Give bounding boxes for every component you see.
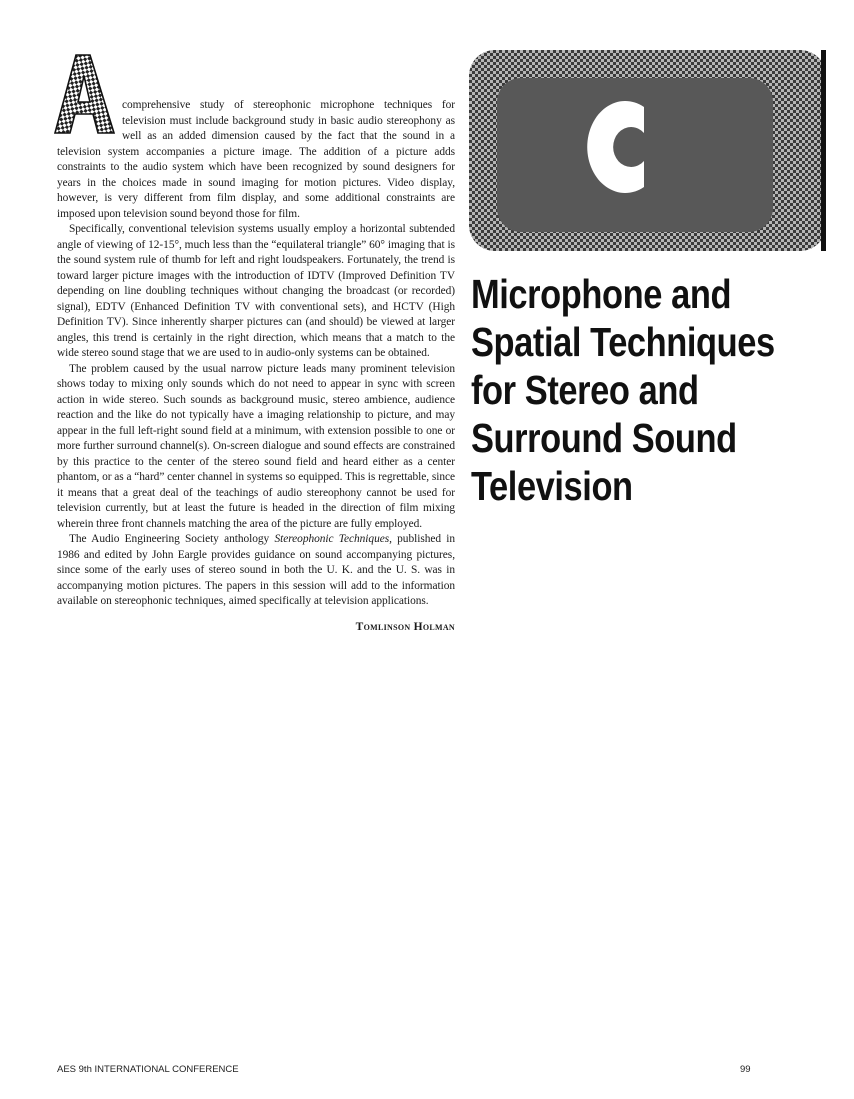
title-line-2: Spatial Techniques [471,319,775,365]
dropcap-a-icon [54,54,116,134]
title-line-3: for Stereo and [471,367,699,413]
footer-conference: AES 9th INTERNATIONAL CONFERENCE [57,1064,239,1075]
session-title [471,270,775,510]
session-letter [826,50,827,51]
paragraph-4-rest: published in 1986 and edited by John Eargle provides guidance on sound accompanying pictures, since some of the early uses of stereo sound in both the U. K. and the U. S. was in accompanying motion pictures. The papers in this session will add to the information available on stereophonic techniques, aimed specifically at television applications. [57,533,456,607]
title-line-1: Microphone and [471,271,732,317]
paragraph-4-lead: The Audio Engineering Society anthology [69,533,275,545]
paragraph-4 [57,532,455,610]
paragraph-3: The problem caused by the usual narrow picture leads many prominent television shows today to mixing only sounds which do not need to appear in sync with screen action in wide stereo. Such sounds as background music, stereo ambience, audience reaction and the like do not typically have a imaging relationship to picture, and may appear in the full left-right sound field at a minimum, with extension possible to one or more further surround channel(s). On-screen dialogue and sound effects are constrained by this practice to the center of the stereo sound field and heard either as a center phantom, or as a “hard” center channel in systems so equipped. This is regrettable, since it means that a great deal of the teachings of audio stereophony cannot be used for television currently, but at least the future is headed in the direction of film mixing wherein three front channels matching the area of the picture are fully employed. [57,362,455,530]
paragraph-1-text: comprehensive study of stereophonic microphone techniques for television must include background study in basic audio stereophony as well as an added dimension caused by the fact that the sound in a television system accompanies a picture image. The addition of a picture adds constraints to the audio system which have been recognized by sound designers for years in the choices made in sound imaging for motion pictures. Video display, however, is very different from film display, and some additional constraints are imposed upon television sound beyond those for film. [57,99,455,220]
title-line-4: Surround Sound [471,415,737,461]
author-signature: Tomlinson Holman [355,620,455,633]
title-line-5: Television [471,463,633,509]
paragraph-2: Specifically, conventional television systems usually employ a horizontal subtended angle of viewing of 12-15°, much less than the “equilateral triangle” 60° imaging that is the sound system rule of thumb for left and right loudspeakers. Fortunately, the trend is toward larger picture images with the introduction of IDTV (Improved Definition TV depending on line doubling techniques without changing the broadcast (or recorded) signal), EDTV (Enhanced Definition TV with conventional sets), and HCTV (High Definition TV). Since inherently sharper pictures can (and should) be viewed at larger angles, this trend is certainly in the right direction, which means that a match to the wide stereo sound stage that we are used to in audio-only systems can be obtained. [57,223,455,359]
dropcap-text [54,134,55,135]
anthology-title: Stereophonic Techniques, [274,533,392,545]
article-column [57,98,455,635]
dropcap-letter-a [54,54,116,134]
session-c-icon [469,50,826,251]
session-logo [469,50,826,251]
footer-page-number: 99 [740,1064,751,1075]
intro-paragraph [57,98,455,222]
